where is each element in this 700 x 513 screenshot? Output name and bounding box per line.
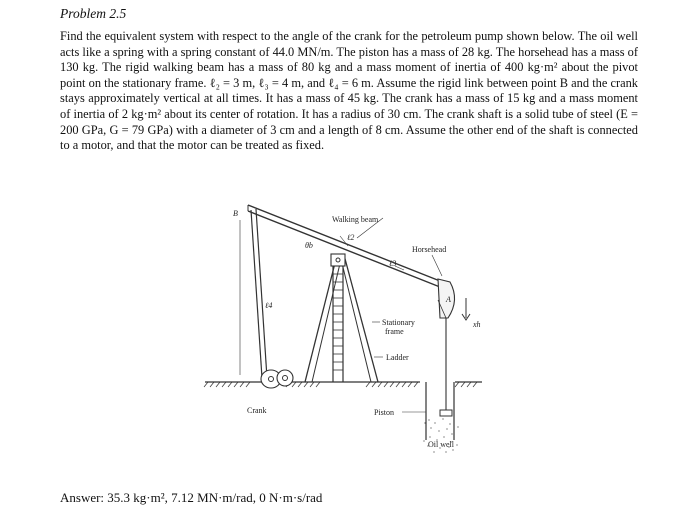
label-l2: ℓ2: [347, 233, 355, 242]
label-l3: ℓ3: [389, 259, 397, 268]
label-oil-well: Oil well: [428, 440, 454, 449]
label-ladder: Ladder: [386, 353, 409, 362]
label-theta-b: θb: [305, 241, 313, 250]
label-piston: Piston: [374, 408, 395, 417]
label-stationary-frame-1: Stationary: [382, 318, 415, 327]
label-walking-beam: Walking beam: [332, 215, 379, 224]
label-point-a: A: [446, 295, 451, 304]
problem-title: Problem 2.5: [60, 6, 127, 21]
label-stationary-frame-2: frame: [385, 327, 404, 336]
label-l4: ℓ4: [265, 301, 273, 310]
label-point-b: B: [233, 209, 238, 218]
problem-text: Find the equivalent system with respect to the angle of the crank for the petroleum pump shown below. The oil well acts like a spring with a spring constant of 44.0 MN/m. The piston has a mass of 28 kg. The horsehead has a mass of 130 kg. The rigid walking beam has a mass of 80 kg and a mass moment of inertia of 400 kg·m² about the pivot point on the stationary frame. ℓ₂ = 3 m, ℓ₃ = 4 m, and ℓ₄ = 6 m. Assume the rigid link between point B and the crank stays approximately vertical at all times. It has a mass of 45 kg. The crank has a mass of 15 kg and a mass moment of inertia of 2 kg·m² about its center of rotation. It has a radius of 30 cm. The crank shaft is a solid tube of steel (E = 200 GPa, G = 79 GPa) with a diameter of 3 cm and a length of 8 cm. Assume the other end of the shaft is connected to a motor, and that the motor can be treated as fixed.: [60, 29, 638, 153]
label-horsehead: Horsehead: [412, 245, 447, 254]
answer-text: Answer: 35.3 kg·m², 7.12 MN·m/rad, 0 N·m·s/rad: [60, 490, 323, 505]
label-xh: xh: [473, 320, 481, 329]
label-crank: Crank: [247, 406, 267, 415]
